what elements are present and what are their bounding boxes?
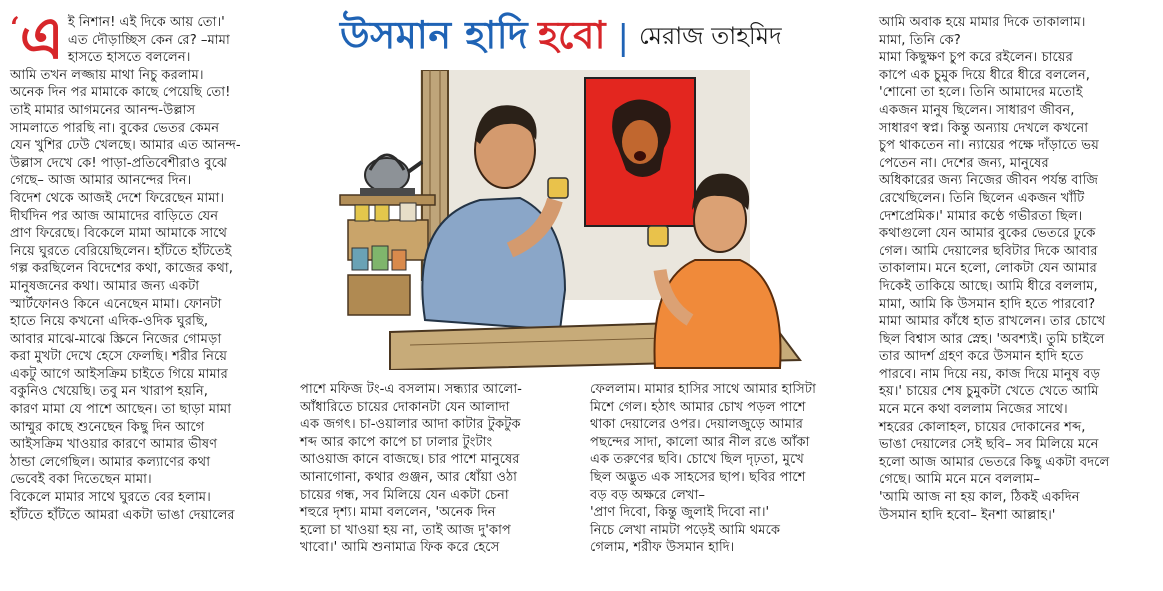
story-text-col3: ফেললাম। মামার হাসির সাথে আমার হাসিটা মিশে গেল। হঠাৎ আমার চোখ পড়ল পাশে থাকা দেয়ালের ওপর। দেয়ালজুড়ে আমার পছন্দের সাদা, কালো আর নীল রঙে আঁকা এক তরুণের ছবি। চোখে ছিল দৃঢ়তা, মুখে ছিল অদ্ভুত এক সাহসের ছাপ। ছবির পাশে বড় বড় অক্ষরে লেখা– 'প্রাণ দিবো, কিন্তু জুলাই দিবো না।' নিচে লেখা নামটা পড়েই আমি থমকে গেলাম, শরীফ উসমান হাদি। [590, 382, 816, 556]
story-text-col2: পাশে মফিজ টং-এ বসলাম। সন্ধ্যার আলো- আঁধারিতে চায়ের দোকানটা যেন আলাদা এক জগৎ। চা-ওয়ালার আদা কাটার টুকটুক শব্দ আর কাপে কাপে চা ঢালার টুংটাং আওয়াজ কানে বাজছে। চার পাশে মানুষের আনাগোনা, কথার গুঞ্জন, আর ধোঁয়া ওঠা চায়ের গন্ধ, সব মিলিয়ে যেন একটা চেনা শহুরে দৃশ্য। মামা বললেন, 'অনেক দিন হলো চা খাওয়া হয় না, তাই আজ দু'কাপ খাবো।' আমি শুনামাত্র ফিক করে হেসে [300, 382, 522, 556]
story-column-4 [879, 14, 1159, 524]
dropcap: ‘এ [10, 4, 64, 72]
title-separator: | [617, 18, 629, 58]
story-illustration [330, 70, 820, 370]
title-red-part: হবো [538, 13, 606, 57]
story-column-3 [590, 381, 860, 557]
story-column-2 [300, 381, 580, 557]
story-text-col1: ই নিশান! এই দিকে আয় তো।' এত দৌড়াচ্ছিস কেন রে? –মামা হাসতে হাসতে বললেন। আমি তখন লজ্জায় মাথা নিচু করলাম। অনেক দিন পর মামাকে কাছে পেয়েছি তো! তাই মামার আগমনের আনন্দ-উল্লাস সামলাতে পারছি না। বুকের ভেতর কেমন যেন খুশির ঢেউ খেলছে। আমার এত আনন্দ- উল্লাস দেখে কে! পাড়া-প্রতিবেশীরাও বুঝে গেছে– আজ আমার আনন্দের দিন। বিদেশ থেকে আজই দেশে ফিরেছেন মামা। দীর্ঘদিন পর আজ আমাদের বাড়িতে যেন প্রাণ ফিরেছে। বিকেলে মামা আমাকে সাথে নিয়ে ঘুরতে বেরিয়েছিলেন। হাঁটতে হাঁটতেই গল্প করছিলেন বিদেশের কথা, কাজের কথা, মানুষজনের কথা। আমার জন্য একটা স্মার্টফোনও কিনে এনেছেন মামা। ফোনটা হাতে নিয়ে কখনো এদিক-ওদিক ঘুরছি, আবার মাঝে-মাঝে স্ক্রিনে নিজের গোমড়া করা মুখটা দেখে হেসে ফেলছি। শরীর নিয়ে একটু আগে আইসক্রিম চাইতে গিয়ে মামার বকুনিও খেয়েছি। তবু মন খারাপ হয়নি, কারণ মামা যে পাশে আছেন। তা ছাড়া মামা আম্মুর কাছে শুনেছেন কিছু দিন আগে আইসক্রিম খাওয়ার কারণে আমার ভীষণ ঠান্ডা লেগেছিল। আমার কল্যাণের কথা ভেবেই বকা দিতেছেন মামা। বিকেলে মামার সাথে ঘুরতে বের হলাম। হাঁটতে হাঁটতে আমরা একটা ভাঙা দেয়ালের [10, 15, 241, 523]
author-byline: মেরাজ তাহমিদ [638, 22, 782, 50]
red-poster [585, 78, 695, 226]
story-headline [340, 12, 860, 64]
title-blue-part: উসমান হাদি [340, 13, 529, 57]
story-column-1 [10, 4, 295, 524]
story-text-col4: আমি অবাক হয়ে মামার দিকে তাকালাম। মামা, তিনি কে? মামা কিছুক্ষণ চুপ করে রইলেন। চায়ের কাপে এক চুমুক দিয়ে ধীরে ধীরে বললেন, 'শোনো তা হলে। তিনি আমাদের মতোই একজন মানুষ ছিলেন। সাধারণ জীবন, সাধারণ স্বপ্ন। কিন্তু অন্যায় দেখলে কখনো চুপ থাকতেন না। ন্যায়ের পক্ষে দাঁড়াতে ভয় পেতেন না। দেশের জন্য, মানুষের অধিকারের জন্য নিজের জীবন পর্যন্ত বাজি রেখেছিলেন। তিনি ছিলেন একজন খাঁটি দেশপ্রেমিক।' মামার কণ্ঠে গভীরতা ছিল। কথাগুলো যেন আমার বুকের ভেতরে ঢুকে গেল। আমি দেয়ালের ছবিটার দিকে আবার তাকালাম। মনে হলো, লোকটা যেন আমার দিকেই তাকিয়ে আছে। আমি ধীরে বললাম, মামা, আমি কি উসমান হাদি হতে পারবো? মামা আমার কাঁধে হাত রাখলেন। তার চোখে ছিল বিশ্বাস আর স্নেহ। 'অবশ্যই। তুমি চাইলে তার আদর্শ গ্রহণ করে উসমান হাদি হতে পারবে। নাম দিয়ে নয়, কাজ দিয়ে মানুষ বড় হয়।' চায়ের শেষ চুমুকটা খেতে খেতে আমি মনে মনে কথা বললাম নিজের সাথে। শহরের কোলাহল, চায়ের দোকানের শব্দ, ভাঙা দেয়ালের সেই ছবি– সব মিলিয়ে মনে হলো আজ আমার ভেতরে কিছু একটা বদলে গেছে। আমি মনে মনে বললাম– 'আমি আজ না হয় কাল, ঠিকই একদিন উসমান হাদি হবো– ইনশা আল্লাহ।' [879, 15, 1110, 523]
kettle-icon [360, 155, 422, 196]
